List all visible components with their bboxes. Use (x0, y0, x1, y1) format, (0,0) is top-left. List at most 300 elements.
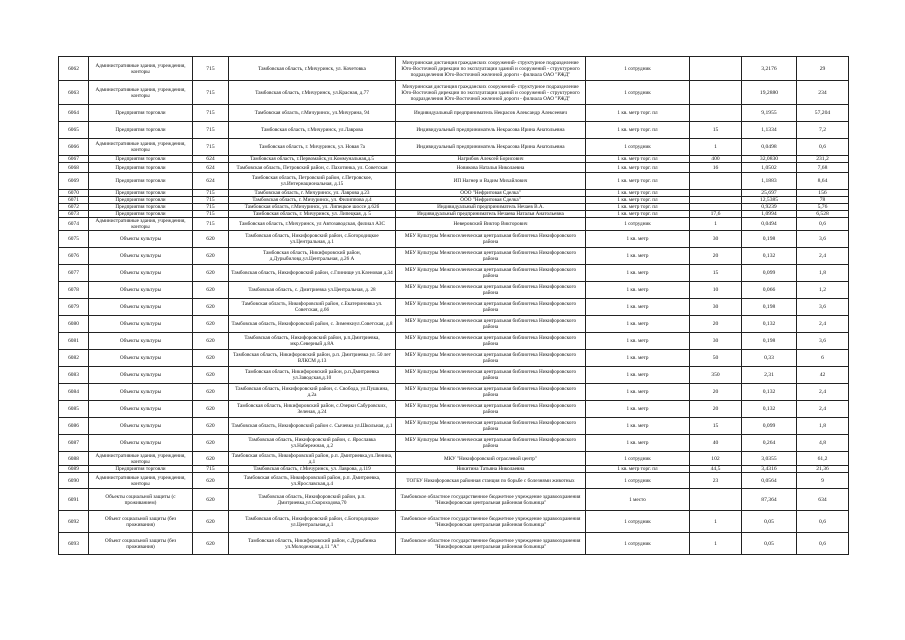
cell-address: Тамбовская область, Никифоровский район, р.п. Дмитриевка ул. 50 лет ВЛКСМ д.13 (229, 350, 396, 367)
cell-address: Тамбовская область, г.Мичуринск, ул.Мичурина, 94 (229, 105, 396, 122)
table-row (59, 367, 849, 384)
cell-row-number: 6093 (59, 533, 89, 555)
cell-okved-code: 715 (193, 197, 229, 204)
cell-row-number: 6064 (59, 105, 89, 122)
cell-organization: Индивидуальный предприниматель Некрасова Ирина Анатольевна (396, 139, 586, 156)
cell-row-number: 6069 (59, 173, 89, 190)
cell-address: Тамбовская область, Никифоровский район с. Сычевка ул.Школьная, д.1 (229, 418, 396, 435)
cell-object-type: Объекты культуры (89, 435, 193, 452)
cell-okved-code: 620 (193, 533, 229, 555)
cell-norm-value: 87,364 (742, 489, 797, 511)
cell-address: Тамбовская область, г. Мичуринск, ул. Липецкая, д. 5 (229, 211, 396, 218)
cell-unit: 1 кв. метр торг. пл (586, 197, 690, 204)
cell-unit: 1 кв. метр (586, 265, 690, 282)
cell-quantity: 30 (690, 299, 742, 316)
table-row (59, 248, 849, 265)
cell-okved-code: 620 (193, 511, 229, 533)
cell-address: Тамбовская область, г.Мичуринск, ул. Липецкое шоссе д.62б (229, 204, 396, 211)
cell-quantity: 15 (690, 265, 742, 282)
cell-object-type: Предприятия торговли (89, 122, 193, 139)
cell-address: Тамбовская область, г. Мичуринск, ул. Новая 7а (229, 139, 396, 156)
cell-okved-code: 620 (193, 350, 229, 367)
cell-okved-code: 715 (193, 139, 229, 156)
cell-annual-value: 3,6 (797, 231, 849, 248)
cell-organization: МБУ Культуры Межпоселенческая центральная библиотека Никифоровского района (396, 265, 586, 282)
cell-organization: МБУ Культуры Межпоселенческая центральная библиотека Никифоровского района (396, 282, 586, 299)
cell-object-type: Предприятия торговли (89, 156, 193, 163)
cell-row-number: 6063 (59, 81, 89, 105)
cell-annual-value: 3,6 (797, 333, 849, 350)
cell-organization: МКУ "Никифоровский отраслевой центр" (396, 452, 586, 466)
cell-organization: МБУ Культуры Межпоселенческая центральная библиотека Никифоровского района (396, 367, 586, 384)
cell-quantity: 44,5 (690, 466, 742, 473)
cell-unit: 1 кв. метр торг. пл (586, 190, 690, 197)
cell-address: Тамбовская область, Никифоровский район, с. Свобода, ул.Пушкина, д.2а (229, 384, 396, 401)
table-row (59, 435, 849, 452)
cell-okved-code: 620 (193, 333, 229, 350)
cell-address: Тамбовская область, г.Мичуринск, ул Автозаводская, филиал АЗС (229, 218, 396, 231)
cell-okved-code: 620 (193, 299, 229, 316)
cell-organization: МБУ Культуры Межпоселенческая центральная библиотека Никифоровского района (396, 384, 586, 401)
cell-object-type: Объекты культуры (89, 401, 193, 418)
table-row (59, 316, 849, 333)
table-row (59, 197, 849, 204)
table-body (59, 57, 849, 555)
cell-quantity: 102 (690, 452, 742, 466)
cell-unit: 1 сотрудник (586, 511, 690, 533)
cell-quantity: 23 (690, 473, 742, 489)
cell-annual-value: 0,6 (797, 511, 849, 533)
cell-annual-value: 156 (797, 190, 849, 197)
cell-address: Тамбовская область, г.Мичуринск, ул. Лаврова, д.119 (229, 466, 396, 473)
table-row (59, 473, 849, 489)
cell-row-number: 6091 (59, 489, 89, 511)
cell-quantity: 40 (690, 435, 742, 452)
cell-norm-value: 0,33 (742, 350, 797, 367)
cell-okved-code: 715 (193, 122, 229, 139)
cell-annual-value: 8,64 (797, 173, 849, 190)
cell-unit: 1 кв. метр (586, 231, 690, 248)
cell-quantity (690, 190, 742, 197)
cell-norm-value: 12,5385 (742, 197, 797, 204)
cell-organization: Индивидуальный предприниматель Нечаев В.А. (396, 204, 586, 211)
cell-object-type: Объекты культуры (89, 265, 193, 282)
cell-unit: 1 кв. метр (586, 418, 690, 435)
cell-annual-value: 29 (797, 57, 849, 81)
cell-object-type: Объекты культуры (89, 316, 193, 333)
cell-unit: 1 сотрудник (586, 139, 690, 156)
cell-quantity: 10 (690, 282, 742, 299)
table-row (59, 163, 849, 173)
cell-quantity (690, 81, 742, 105)
cell-annual-value: 78 (797, 197, 849, 204)
cell-norm-value: 3,2176 (742, 57, 797, 81)
cell-address: Тамбовская область, Никифоровский район, д.Дурыбиловд.ул.Центральная, д.26 А (229, 248, 396, 265)
cell-unit: 1 кв. метр (586, 299, 690, 316)
cell-okved-code: 620 (193, 489, 229, 511)
cell-norm-value: 0,0494 (742, 218, 797, 231)
cell-okved-code: 620 (193, 384, 229, 401)
cell-quantity: 20 (690, 316, 742, 333)
cell-organization: МБУ Культуры Межпоселенческая центральная библиотека Никифоровского района (396, 401, 586, 418)
cell-object-type: Административные здания, учреждения, конторы (89, 473, 193, 489)
cell-okved-code: 620 (193, 418, 229, 435)
table-row (59, 265, 849, 282)
cell-row-number: 6068 (59, 163, 89, 173)
table-row (59, 282, 849, 299)
table-row (59, 57, 849, 81)
cell-norm-value: 0,099 (742, 265, 797, 282)
cell-organization: Мичуринская дистанция гражданских сооружений- структурное подразделение Юго-Восточной дирекции по эксплуатации зданий и сооружений - структурного подразделения Юго-Восточной железной дороги - филиала ОАО "РЖД" (396, 57, 586, 81)
cell-row-number: 6075 (59, 231, 89, 248)
cell-okved-code: 620 (193, 316, 229, 333)
cell-organization: МБУ Культуры Межпоселенческая центральная библиотека Никифоровского района (396, 248, 586, 265)
cell-annual-value: 0,6 (797, 533, 849, 555)
cell-annual-value: 6,528 (797, 211, 849, 218)
cell-object-type: Объекты культуры (89, 384, 193, 401)
cell-okved-code: 620 (193, 435, 229, 452)
cell-quantity: 1 (690, 511, 742, 533)
cell-quantity (690, 173, 742, 190)
cell-okved-code: 715 (193, 204, 229, 211)
cell-quantity: 50 (690, 350, 742, 367)
cell-row-number: 6082 (59, 350, 89, 367)
cell-unit: 1 кв. метр торг. пл (586, 466, 690, 473)
cell-object-type: Административные здания, учреждения, конторы (89, 218, 193, 231)
cell-okved-code: 715 (193, 105, 229, 122)
cell-annual-value: 234 (797, 81, 849, 105)
cell-row-number: 6084 (59, 384, 89, 401)
cell-unit: 1 сотрудник (586, 533, 690, 555)
cell-norm-value: 0,132 (742, 384, 797, 401)
cell-okved-code: 715 (193, 190, 229, 197)
table-row (59, 122, 849, 139)
cell-unit: 1 кв. метр (586, 282, 690, 299)
cell-annual-value: 2,4 (797, 248, 849, 265)
cell-organization: Новикова Наталья Николаевна (396, 163, 586, 173)
cell-object-type: Предприятия торговли (89, 173, 193, 190)
cell-unit: 1 кв. метр торг. пл (586, 156, 690, 163)
cell-organization: Мичуринская дистанция гражданских сооружений- структурное подразделение Юго-Восточной дирекции по эксплуатации зданий и сооружений - структурного подразделения Юго-Восточной железной дороги - филиала ОАО "РЖД" (396, 81, 586, 105)
cell-norm-value: 19,2880 (742, 81, 797, 105)
cell-object-type: Предприятия торговли (89, 163, 193, 173)
cell-row-number: 6092 (59, 511, 89, 533)
cell-row-number: 6076 (59, 248, 89, 265)
cell-norm-value: 0,198 (742, 231, 797, 248)
cell-object-type: Объекты культуры (89, 333, 193, 350)
cell-annual-value: 5,76 (797, 204, 849, 211)
cell-quantity (690, 204, 742, 211)
cell-address: Тамбовская область, Никифоровский район, с.Глинище ул.Кленовая д.34 (229, 265, 396, 282)
cell-object-type: Предприятия торговли (89, 211, 193, 218)
cell-organization: Тамбовское областное государственное бюджетное учреждение здравоохранения "Никифоровская центральная районная больница" (396, 489, 586, 511)
cell-okved-code: 620 (193, 401, 229, 418)
cell-object-type: Объекты культуры (89, 367, 193, 384)
cell-annual-value: 42 (797, 367, 849, 384)
cell-quantity: 1 (690, 533, 742, 555)
cell-unit: 1 кв. метр торг. пл (586, 122, 690, 139)
table-row (59, 418, 849, 435)
table-row (59, 533, 849, 555)
registry-table (58, 56, 849, 555)
cell-okved-code: 620 (193, 452, 229, 466)
cell-norm-value: 0,05 (742, 533, 797, 555)
cell-okved-code: 715 (193, 81, 229, 105)
cell-quantity: 20 (690, 384, 742, 401)
cell-row-number: 6080 (59, 316, 89, 333)
table-row (59, 156, 849, 163)
cell-annual-value: 634 (797, 489, 849, 511)
cell-quantity (690, 197, 742, 204)
cell-okved-code: 624 (193, 163, 229, 173)
table-row (59, 173, 849, 190)
cell-okved-code: 624 (193, 156, 229, 163)
cell-unit: 1 сотрудник (586, 81, 690, 105)
cell-object-type: Объект социальной защиты (без проживания) (89, 511, 193, 533)
table-row (59, 489, 849, 511)
cell-annual-value: 4,8 (797, 435, 849, 452)
cell-organization: Индивидуальный предприниматель Некрасов Александр Алексеевич (396, 105, 586, 122)
cell-unit: 1 кв. метр торг. пл (586, 163, 690, 173)
cell-annual-value: 7,2 (797, 122, 849, 139)
cell-norm-value: 0,264 (742, 435, 797, 452)
cell-annual-value: 2,4 (797, 316, 849, 333)
cell-unit: 1 сотрудник (586, 218, 690, 231)
cell-organization: ТОГБУ Никифоровская районная станция по борьбе с болезнями животных (396, 473, 586, 489)
cell-object-type: Объекты социальной защиты (с проживанием) (89, 489, 193, 511)
cell-address: Тамбовская область, Никифоровский район, с.Екатериновка ул. Советская, д.66 (229, 299, 396, 316)
cell-object-type: Предприятия торговли (89, 190, 193, 197)
cell-norm-value: 1,0994 (742, 211, 797, 218)
cell-quantity: 17,6 (690, 211, 742, 218)
cell-row-number: 6067 (59, 156, 89, 163)
cell-norm-value: 0,132 (742, 401, 797, 418)
cell-quantity: 16 (690, 163, 742, 173)
cell-organization: МБУ Культуры Межпоселенческая центральная библиотека Никифоровского района (396, 231, 586, 248)
cell-address: Тамбовская область, Никифоровский район, с.Дурыбинка ул.Молодежная,д.11 "А" (229, 533, 396, 555)
cell-object-type: Административные здания, учреждения, конторы (89, 139, 193, 156)
cell-quantity: 15 (690, 418, 742, 435)
cell-norm-value: 0,05 (742, 511, 797, 533)
cell-unit: 1 место (586, 489, 690, 511)
table-row (59, 350, 849, 367)
cell-norm-value: 0,0564 (742, 473, 797, 489)
cell-organization: Индивидуальный предприниматель Нечаева Наталья Анатольевна (396, 211, 586, 218)
cell-unit: 1 кв. метр торг. пл (586, 173, 690, 190)
cell-norm-value: 0,198 (742, 333, 797, 350)
cell-organization: Тамбовское областное государственное бюджетное учреждение здравоохранения "Никифоровская центральная районная больница" (396, 511, 586, 533)
cell-organization: ООО "Нефритовая Сделка" (396, 197, 586, 204)
table-row (59, 81, 849, 105)
cell-unit: 1 кв. метр торг. пл (586, 211, 690, 218)
cell-okved-code: 715 (193, 211, 229, 218)
cell-annual-value: 1,8 (797, 265, 849, 282)
cell-quantity: 1 (690, 139, 742, 156)
cell-row-number: 6073 (59, 211, 89, 218)
cell-object-type: Предприятия торговли (89, 466, 193, 473)
cell-organization: Неверовский Виктор Викторович (396, 218, 586, 231)
cell-norm-value: 0,132 (742, 248, 797, 265)
cell-row-number: 6072 (59, 204, 89, 211)
cell-row-number: 6074 (59, 218, 89, 231)
cell-unit: 1 кв. метр (586, 401, 690, 418)
cell-quantity: 350 (690, 367, 742, 384)
cell-row-number: 6079 (59, 299, 89, 316)
cell-quantity: 15 (690, 122, 742, 139)
cell-object-type: Административные здания, учреждения, конторы (89, 452, 193, 466)
cell-annual-value: 21,36 (797, 466, 849, 473)
cell-annual-value: 7,68 (797, 163, 849, 173)
cell-organization: МБУ Культуры Межпоселенческая центральная библиотека Никифоровского района (396, 316, 586, 333)
cell-row-number: 6087 (59, 435, 89, 452)
table-row (59, 384, 849, 401)
cell-annual-value: 0,6 (797, 139, 849, 156)
cell-row-number: 6090 (59, 473, 89, 489)
table-row (59, 401, 849, 418)
document-page (58, 56, 848, 555)
cell-quantity: 30 (690, 231, 742, 248)
cell-object-type: Объекты культуры (89, 350, 193, 367)
cell-unit: 1 кв. метр торг. пл (586, 204, 690, 211)
cell-row-number: 6081 (59, 333, 89, 350)
cell-row-number: 6066 (59, 139, 89, 156)
cell-okved-code: 715 (193, 57, 229, 81)
cell-object-type: Объекты культуры (89, 282, 193, 299)
cell-annual-value: 6 (797, 350, 849, 367)
cell-organization: МБУ Культуры Межпоселенческая центральная библиотека Никифоровского района (396, 418, 586, 435)
cell-address: Тамбовская область, г.Первомайск,ул.Коммунальная,д.5 (229, 156, 396, 163)
cell-row-number: 6089 (59, 466, 89, 473)
cell-object-type: Объекты культуры (89, 248, 193, 265)
cell-address: Тамбовская область, Никифоровский район, р.п. Дмитриевка, ул.Ярославская,д.4 (229, 473, 396, 489)
cell-norm-value: 9,1955 (742, 105, 797, 122)
cell-address: Тамбовская область, Никифоровский район, с.Богородицкое ул.Центральная,д.1 (229, 511, 396, 533)
cell-row-number: 6085 (59, 401, 89, 418)
cell-address: Тамбовская область, г.Мичуринск, ул. Кочетовка (229, 57, 396, 81)
cell-row-number: 6077 (59, 265, 89, 282)
cell-object-type: Объекты культуры (89, 418, 193, 435)
cell-address: Тамбовская область, с. Дмитриевка ул.Центральная, д. 28 (229, 282, 396, 299)
cell-unit: 1 кв. метр (586, 350, 690, 367)
cell-okved-code: 620 (193, 248, 229, 265)
cell-quantity (690, 489, 742, 511)
cell-norm-value: 3,4316 (742, 466, 797, 473)
cell-unit: 1 кв. метр (586, 367, 690, 384)
cell-unit: 1 кв. метр (586, 248, 690, 265)
cell-quantity: 400 (690, 156, 742, 163)
table-row (59, 211, 849, 218)
cell-address: Тамбовская область, Никифоровский район, р.п. Дмитриевка,ул.Скороходова,70 (229, 489, 396, 511)
cell-object-type: Предприятия торговли (89, 197, 193, 204)
cell-quantity: 20 (690, 401, 742, 418)
cell-annual-value: 3,6 (797, 299, 849, 316)
cell-row-number: 6071 (59, 197, 89, 204)
cell-annual-value: 9 (797, 473, 849, 489)
cell-organization: МБУ Культуры Межпоселенческая центральная библиотека Никифоровского района (396, 333, 586, 350)
cell-row-number: 6088 (59, 452, 89, 466)
table-row (59, 299, 849, 316)
table-row (59, 231, 849, 248)
cell-object-type: Объекты культуры (89, 299, 193, 316)
table-row (59, 511, 849, 533)
cell-address: Тамбовская область, Никифоровский район, с.Озерки Сабуровских, Зеленая, д.24 (229, 401, 396, 418)
cell-organization: Нагрибов Алексей Борисович (396, 156, 586, 163)
cell-annual-value: 57,204 (797, 105, 849, 122)
cell-unit: 1 кв. метр (586, 333, 690, 350)
table-row (59, 105, 849, 122)
cell-annual-value: 1,8 (797, 418, 849, 435)
cell-unit: 1 сотрудник (586, 473, 690, 489)
table-row (59, 204, 849, 211)
cell-annual-value: 231,2 (797, 156, 849, 163)
cell-organization: Индивидуальный предприниматель Некрасова Ирина Анатольевна (396, 122, 586, 139)
cell-organization: МБУ Культуры Межпоселенческая центральная библиотека Никифоровского района (396, 350, 586, 367)
cell-norm-value: 0,9239 (742, 204, 797, 211)
cell-annual-value: 2,4 (797, 401, 849, 418)
cell-address: Тамбовская область, г.Мичуринск, ул.Лаврова (229, 122, 396, 139)
cell-quantity: 20 (690, 248, 742, 265)
cell-quantity: 30 (690, 333, 742, 350)
cell-norm-value: 3,0355 (742, 452, 797, 466)
cell-okved-code: 620 (193, 265, 229, 282)
cell-annual-value: 2,4 (797, 384, 849, 401)
cell-object-type: Объекты культуры (89, 231, 193, 248)
cell-organization: Тамбовское областное государственное бюджетное учреждение здравоохранения "Никифоровская центральная районная больница" (396, 533, 586, 555)
cell-norm-value: 0,132 (742, 316, 797, 333)
table-row (59, 218, 849, 231)
table-row (59, 190, 849, 197)
cell-norm-value: 25,697 (742, 190, 797, 197)
cell-address: Тамбовская область, г. Мичуринск, ул. Филиппова д.4 (229, 197, 396, 204)
cell-norm-value: 0,198 (742, 299, 797, 316)
cell-object-type: Административные здания, учреждения, конторы (89, 57, 193, 81)
cell-address: Тамбовская область, Никифоровский район, с.Богородицкое ул.Центральная, д.1 (229, 231, 396, 248)
cell-row-number: 6062 (59, 57, 89, 81)
cell-address: Тамбовская область, Никифоровский район, р.п.Дмитриевка, мкр.Северный д.8А (229, 333, 396, 350)
cell-object-type: Административные здания, учреждения, конторы (89, 81, 193, 105)
cell-okved-code: 620 (193, 282, 229, 299)
cell-quantity: 1 (690, 218, 742, 231)
cell-unit: 1 кв. метр (586, 316, 690, 333)
cell-okved-code: 624 (193, 173, 229, 190)
cell-okved-code: 620 (193, 367, 229, 384)
cell-unit: 1 кв. метр (586, 384, 690, 401)
cell-row-number: 6065 (59, 122, 89, 139)
cell-object-type: Предприятия торговли (89, 105, 193, 122)
cell-unit: 1 кв. метр (586, 435, 690, 452)
cell-organization: Никитина Татьяна Николаевна (396, 466, 586, 473)
table-row (59, 139, 849, 156)
cell-organization: ООО "Нефритовая Сделка" (396, 190, 586, 197)
cell-okved-code: 715 (193, 218, 229, 231)
cell-organization: МБУ Культуры Межпоселенческая центральная библиотека Никифоровского района (396, 299, 586, 316)
cell-unit: 1 кв. метр торг. пл (586, 105, 690, 122)
cell-address: Тамбовская область, г.Мичуринск, ул.Красная, д.77 (229, 81, 396, 105)
cell-norm-value: 0,066 (742, 282, 797, 299)
cell-unit: 1 сотрудник (586, 57, 690, 81)
cell-okved-code: 715 (193, 466, 229, 473)
cell-address: Тамбовская область, Никифоровский район, р.п. Дмитриевка,ул.Ленина, д.1 (229, 452, 396, 466)
cell-row-number: 6086 (59, 418, 89, 435)
cell-organization: ИП Нагнер и Вадим Михайлович (396, 173, 586, 190)
cell-norm-value: 0,0498 (742, 139, 797, 156)
cell-row-number: 6083 (59, 367, 89, 384)
cell-norm-value: 2,31 (742, 367, 797, 384)
cell-row-number: 6078 (59, 282, 89, 299)
cell-annual-value: 0,6 (797, 218, 849, 231)
cell-object-type: Предприятия торговли (89, 204, 193, 211)
cell-address: Тамбовская область, Никифоровский район, с. Зименкиул.Советская, д.8 (229, 316, 396, 333)
